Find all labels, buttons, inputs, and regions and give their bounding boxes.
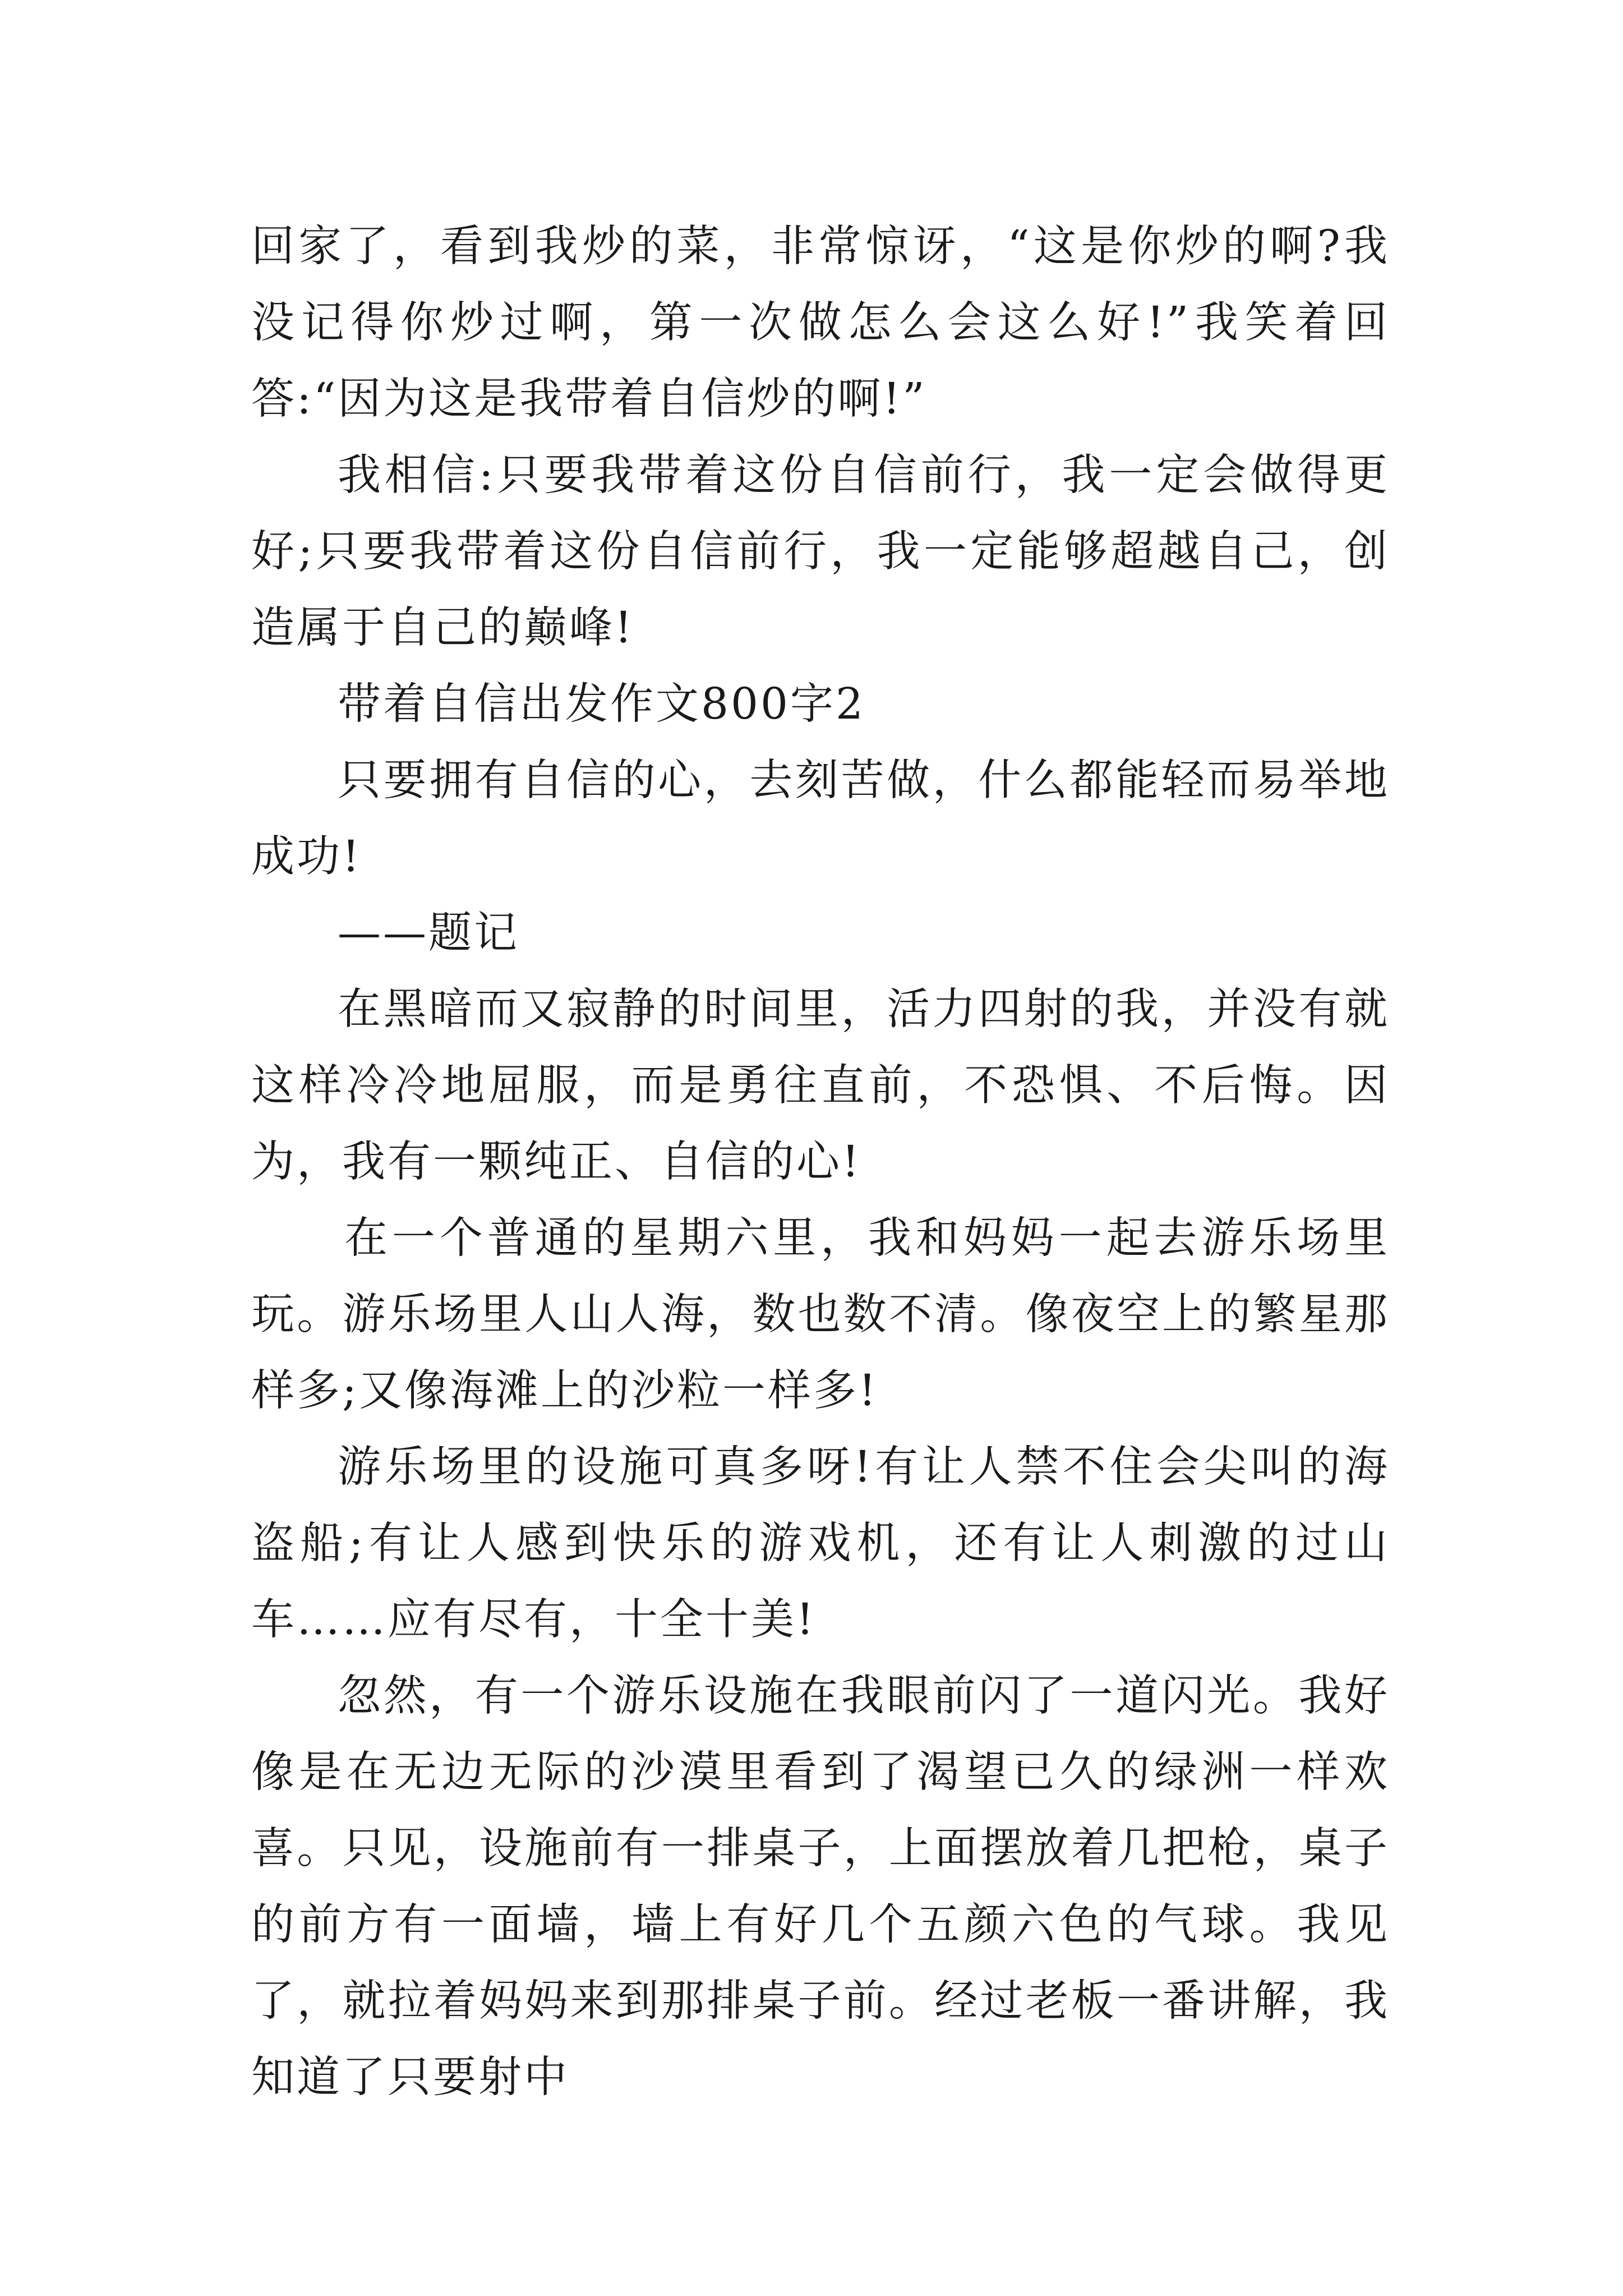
epigraph-text: 只要拥有自信的心，去刻苦做，什么都能轻而易举地成功! — [251, 756, 1390, 882]
paragraph-shooting-game: 忽然，有一个游乐设施在我眼前闪了一道闪光。我好像是在无边无际的沙漠里看到了渴望已久的绿洲一样欢喜。只见，设施前有一排桌子，上面摆放着几把枪，桌子的前方有一面墙，墙上有好几个五颜六色的气球。我见了，就拉着妈妈来到那排桌子前。经过老板一番讲解，我知道了只要射中 — [251, 1671, 1390, 2102]
essay-title: 带着自信出发作文800字2 — [338, 679, 865, 729]
paragraph-belief: 我相信:只要我带着这份自信前行，我一定会做得更好;只要我带着这份自信前行，我一定能够超越自己，创造属于自己的巅峰! — [251, 450, 1390, 653]
paragraph-amusement-park: 在一个普通的星期六里，我和妈妈一起去游乐场里玩。游乐场里人山人海，数也数不清。像夜空上的繁星那样多;又像海滩上的沙粒一样多! — [251, 1213, 1390, 1416]
epigraph-attribution: ——题记 — [338, 908, 519, 958]
paragraph-confident-heart: 在黑暗而又寂静的时间里，活力四射的我，并没有就这样冷冷地屈服，而是勇往直前，不恐惧、不后悔。因为，我有一颗纯正、自信的心! — [251, 984, 1390, 1187]
paragraph-dialogue-continuation: 回家了，看到我炒的菜，非常惊讶，“这是你炒的啊?我没记得你炒过啊，第一次做怎么会这么好!”我笑着回答:“因为这是我带着自信炒的啊!” — [251, 222, 1390, 424]
paragraph-park-facilities: 游乐场里的设施可真多呀!有让人禁不住会尖叫的海盗船;有让人感到快乐的游戏机，还有让人刺激的过山车……应有尽有，十全十美! — [251, 1442, 1390, 1645]
document-body — [251, 209, 1390, 2116]
